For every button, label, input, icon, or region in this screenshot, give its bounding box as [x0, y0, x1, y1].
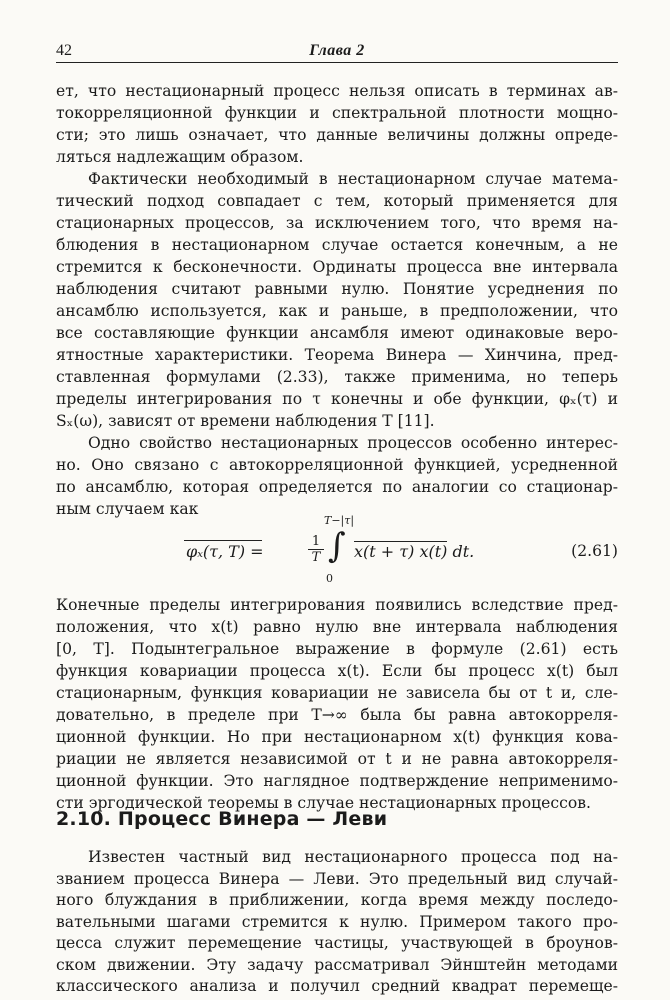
text-line: Известен частный вид нестационарного процесса под на-: [88, 848, 618, 866]
text-line: но. Оно связано с автокорреляционной функцией, усредненной: [56, 456, 618, 474]
equation-2-61: [56, 512, 618, 592]
fraction-denominator: T: [311, 550, 321, 565]
integrand-differential: dt.: [452, 542, 475, 561]
text-line: стационарных процессов, за исключением того, что время на-: [56, 214, 618, 232]
text-line: блюдения в нестационарном случае остается конечным, а не: [56, 236, 618, 254]
text-line: званием процесса Винера — Леви. Это предельный вид случай-: [56, 869, 618, 888]
text-line: положения, что x(t) равно нулю вне интервала наблюдения: [56, 618, 618, 636]
text-line: Sₓ(ω), зависят от времени наблюдения T [11].: [56, 412, 435, 430]
integrand-expression: x(t + τ) x(t): [354, 542, 448, 561]
text-line: ным случаем как: [56, 500, 199, 518]
text-line: классического анализа и получил средний квадрат перемеще-: [56, 977, 618, 995]
fraction-numerator: 1: [308, 534, 324, 550]
text-line: пределы интегрирования по τ конечны и обе функции, φₓ(τ) и: [56, 390, 618, 408]
text-line: ционной функции. Это наглядное подтверждение неприменимо-: [56, 772, 618, 790]
text-line: ском движении. Эту задачу рассматривал Эйнштейн методами: [56, 955, 618, 974]
page-number: 42: [56, 42, 72, 59]
text-line: Одно свойство нестационарных процессов особенно интерес-: [88, 434, 618, 452]
equation-lhs: φₓ(τ, T) =: [186, 542, 264, 561]
text-line: Фактически необходимый в нестационарном случае матема-: [88, 170, 618, 188]
equation-number: (2.61): [571, 542, 618, 560]
text-line: довательно, в пределе при T→∞ была бы равна автокорреля-: [56, 706, 618, 724]
text-line: ставленная формулами (2.33), также применима, но теперь: [56, 368, 618, 386]
integral-sign: ∫: [328, 526, 346, 566]
text-line: ляться надлежащим образом.: [56, 148, 304, 166]
page-header: [56, 40, 618, 63]
equation-body: [186, 514, 506, 588]
text-line: токорреляционной функции и спектральной плотности мощно-: [56, 104, 618, 122]
integral-upper-limit: T−|τ|: [324, 514, 355, 527]
equation-integrand: [354, 542, 474, 561]
text-line: ансамблю используется, как и раньше, в предположении, что: [56, 302, 618, 320]
text-line: сти эргодической теоремы в случае нестационарных процессов.: [56, 794, 591, 812]
text-line: Конечные пределы интегрирования появились вследствие пред-: [56, 596, 618, 614]
text-line: стационарным, функция ковариации не зависела бы от t и, сле-: [56, 684, 618, 702]
integral-lower-limit: 0: [326, 572, 333, 585]
text-line: [0, T]. Подынтегральное выражение в формуле (2.61) есть: [56, 640, 618, 658]
text-line: ного блуждания в приближении, когда время между последо-: [56, 891, 618, 909]
equation-fraction: [308, 534, 324, 566]
text-line: сти; это лишь означает, что данные величины должны опреде-: [56, 126, 618, 144]
text-line: тический подход совпадает с тем, который применяется для: [56, 192, 618, 210]
text-line: по ансамблю, которая определяется по аналогии со стационар-: [56, 478, 618, 496]
section-heading: 2.10. Процесс Винера — Леви: [56, 808, 388, 830]
text-line: риации не является независимой от t и не равна автокорреля-: [56, 750, 618, 768]
text-line: вательными шагами стремится к нулю. Примером такого про-: [56, 912, 618, 931]
chapter-title: Глава 2: [309, 42, 365, 59]
text-line: наблюдения считают равными нулю. Понятие усреднения по: [56, 280, 618, 298]
text-line: ет, что нестационарный процесс нельзя описать в терминах ав-: [56, 82, 618, 100]
text-line: ционной функции. Но при нестационарном x(t) функция кова-: [56, 728, 618, 746]
text-line: функция ковариации процесса x(t). Если бы процесс x(t) был: [56, 662, 618, 680]
text-line: стремится к бесконечности. Ординаты процесса вне интервала: [56, 258, 618, 276]
text-line: все составляющие функции ансамбля имеют одинаковые веро-: [56, 324, 618, 342]
text-line: ятностные характеристики. Теорема Винера — Хинчина, пред-: [56, 346, 618, 364]
text-line: цесса служит перемещение частицы, участвующей в броунов-: [56, 934, 618, 952]
